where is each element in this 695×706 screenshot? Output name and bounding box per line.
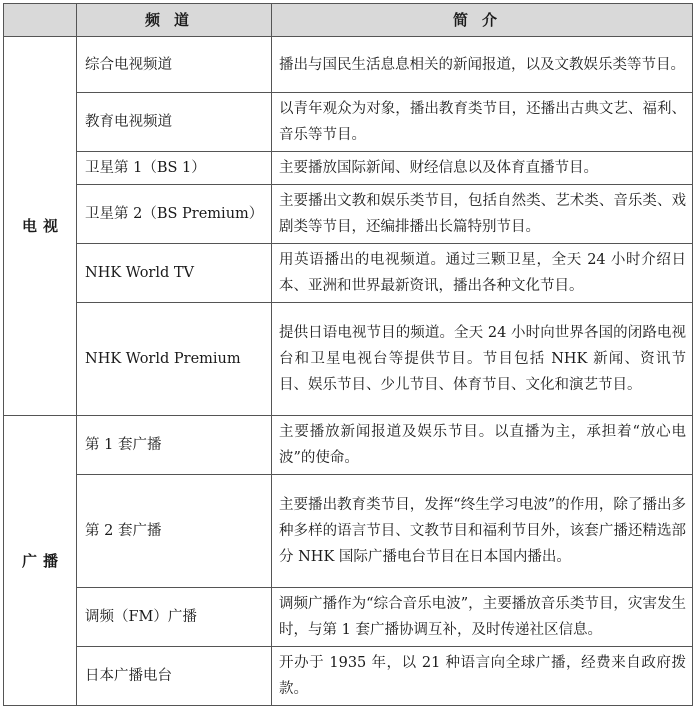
table-row (4, 93, 693, 152)
channel-name: 日本广播电台 (77, 647, 272, 706)
channel-name: 调频（FM）广播 (77, 588, 272, 647)
table-row (4, 588, 693, 647)
table-row (4, 152, 693, 185)
channel-name: 教育电视频道 (77, 93, 272, 152)
channel-name: 第 1 套广播 (77, 416, 272, 475)
category-radio: 广播 (4, 416, 77, 706)
channel-name: NHK World TV (77, 244, 272, 303)
channel-intro: 用英语播出的电视频道。通过三颗卫星，全天 24 小时介绍日本、亚洲和世界最新资讯，播出各种文化节目。 (272, 244, 693, 303)
table-row (4, 244, 693, 303)
channel-table (3, 3, 693, 706)
channel-name: NHK World Premium (77, 303, 272, 416)
channel-intro: 开办于 1935 年，以 21 种语言向全球广播，经费来自政府拨款。 (272, 647, 693, 706)
table-header-row (4, 4, 693, 37)
channel-intro: 主要播放新闻报道及娱乐节目。以直播为主，承担着“放心电波”的使命。 (272, 416, 693, 475)
channel-intro: 主要播放国际新闻、财经信息以及体育直播节目。 (272, 152, 693, 185)
category-tv: 电视 (4, 37, 77, 416)
header-blank (4, 4, 77, 37)
header-channel: 频道 (77, 4, 272, 37)
table-row (4, 303, 693, 416)
channel-intro: 主要播出教育类节目，发挥“终生学习电波”的作用，除了播出多种多样的语言节目、文教节目和福利节目外，该套广播还精选部分 NHK 国际广播电台节目在日本国内播出。 (272, 475, 693, 588)
channel-name: 卫星第 1（BS 1） (77, 152, 272, 185)
channel-name: 综合电视频道 (77, 37, 272, 93)
table-row (4, 416, 693, 475)
table-row (4, 647, 693, 706)
channel-name: 卫星第 2（BS Premium） (77, 185, 272, 244)
table-row (4, 185, 693, 244)
channel-intro: 提供日语电视节目的频道。全天 24 小时向世界各国的闭路电视台和卫星电视台等提供节目。节目包括 NHK 新闻、资讯节目、娱乐节目、少儿节目、体育节目、文化和演艺节目。 (272, 303, 693, 416)
channel-intro: 调频广播作为“综合音乐电波”，主要播放音乐类节目，灾害发生时，与第 1 套广播协调互补，及时传递社区信息。 (272, 588, 693, 647)
channel-intro: 以青年观众为对象，播出教育类节目，还播出古典文艺、福利、音乐等节目。 (272, 93, 693, 152)
table-row (4, 37, 693, 93)
header-intro: 简介 (272, 4, 693, 37)
channel-intro: 主要播出文教和娱乐类节目，包括自然类、艺术类、音乐类、戏剧类等节目，还编排播出长篇特别节目。 (272, 185, 693, 244)
channel-name: 第 2 套广播 (77, 475, 272, 588)
table-row (4, 475, 693, 588)
channel-intro: 播出与国民生活息息相关的新闻报道，以及文教娱乐类等节目。 (272, 37, 693, 93)
